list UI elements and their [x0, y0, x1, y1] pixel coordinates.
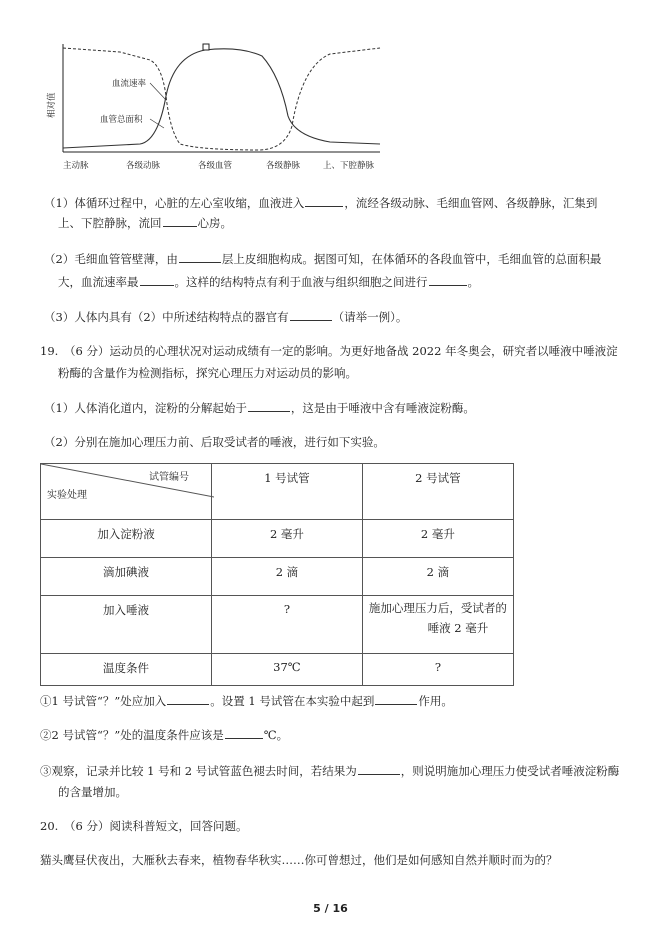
header-treatment: 实验处理: [47, 490, 87, 501]
peak-marker: [203, 44, 209, 50]
text: 层上皮细胞构成。据图可知，在体循环的各段血管中，毛细血管的总面积最: [221, 252, 602, 266]
header-col2: 2 号试管: [362, 464, 513, 520]
table-row: [41, 596, 514, 654]
q18-part1-line1: [44, 194, 597, 211]
vessel-area-curve: [63, 49, 380, 148]
cell-line: 施加心理压力后，受试者的: [368, 601, 507, 615]
blood-flow-chart: [40, 36, 390, 186]
x-label-arteries: 各级动脉: [126, 161, 161, 171]
x-label-aorta: 主动脉: [63, 161, 89, 171]
answer-blank[interactable]: [225, 726, 263, 739]
blood-flow-rate-curve: [63, 48, 380, 150]
area-series-label: 血管总面积: [100, 115, 143, 125]
y-axis-label: 相对值: [47, 92, 57, 118]
answer-blank[interactable]: [290, 308, 332, 321]
cell: [362, 596, 513, 654]
text: 的含量增加。: [58, 785, 127, 799]
answer-blank[interactable]: [375, 692, 417, 705]
header-tube-number: 试管编号: [149, 472, 189, 483]
cell: 2 毫升: [362, 520, 513, 558]
rate-label-pointer: [150, 83, 166, 100]
q19-sub2: [40, 726, 288, 743]
table-header-row: [41, 464, 514, 520]
text: 。: [467, 275, 479, 289]
q20-para1: [40, 852, 558, 868]
table-row: [41, 654, 514, 686]
cell: 2 滴: [362, 558, 513, 596]
q18-part3: [44, 308, 407, 325]
answer-blank[interactable]: [179, 250, 221, 263]
cell: ?: [362, 654, 513, 686]
row-label: 加入唾液: [41, 596, 212, 654]
text: ②2 号试管“？”处的温度条件应该是: [40, 728, 224, 742]
q18-part1-line2: [58, 214, 232, 231]
text: 19. （6 分）运动员的心理状况对运动成绩有一定的影响。为更好地备战 2022 年冬奥会，研究者以唾液中唾液淀: [40, 344, 618, 358]
q18-part2-line1: [44, 250, 601, 267]
text: （1）人体消化道内，淀粉的分解起始于: [44, 401, 247, 415]
answer-blank[interactable]: [429, 273, 467, 286]
table-row: [41, 520, 514, 558]
table-corner-cell: [41, 464, 212, 520]
q18-part2-line2: [58, 273, 479, 290]
x-label-vessels: 各级血管: [198, 161, 233, 171]
text: ①1 号试管“？”处应加入: [40, 694, 167, 708]
text: （2）分别在施加心理压力前、后取受试者的唾液，进行如下实验。: [44, 435, 385, 449]
text: 作用。: [418, 694, 453, 708]
cell: ?: [212, 596, 363, 654]
text: ，则说明施加心理压力使受试者唾液淀粉酶: [400, 764, 620, 778]
text: 心房。: [197, 216, 232, 230]
cell: 2 滴: [212, 558, 363, 596]
rate-series-label: 血流速率: [112, 79, 147, 89]
q19-part1: [44, 399, 475, 416]
row-label: 加入淀粉液: [41, 520, 212, 558]
answer-blank[interactable]: [163, 214, 197, 227]
x-label-vena-cava: 上、下腔静脉: [323, 161, 375, 171]
text: （3）人体内具有（2）中所述结构特点的器官有: [44, 310, 289, 324]
q19-head-line1: [40, 343, 618, 359]
text: ③观察，记录并比较 1 号和 2 号试管蓝色褪去时间，若结果为: [40, 764, 357, 778]
text: 大，血流速率最: [58, 275, 139, 289]
q19-sub3-line1: [40, 762, 619, 779]
text: 上、下腔静脉，流回: [58, 216, 162, 230]
text: ，这是由于唾液中含有唾液淀粉酶。: [290, 401, 475, 415]
text: 20. （6 分）阅读科普短文，回答问题。: [40, 819, 248, 833]
text: 粉酶的含量作为检测指标，探究心理压力对运动员的影响。: [58, 366, 357, 380]
answer-blank[interactable]: [305, 194, 343, 207]
table-row: [41, 558, 514, 596]
cell: 37℃: [212, 654, 363, 686]
q19-head-line2: [58, 365, 357, 381]
q20-head: [40, 818, 248, 834]
text: （2）毛细血管管壁薄，由: [44, 252, 178, 266]
text: （请举一例）。: [332, 310, 408, 324]
header-col1: 1 号试管: [212, 464, 363, 520]
text: 猫头鹰昼伏夜出，大雁秋去春来，植物春华秋实……你可曾想过，他们是如何感知自然并顺时而为的？: [40, 853, 558, 867]
q19-sub1: [40, 692, 453, 709]
experiment-table: [40, 463, 514, 686]
row-label: 温度条件: [41, 654, 212, 686]
text: （1）体循环过程中，心脏的左心室收缩，血液进入: [44, 196, 305, 210]
q19-part2: [44, 434, 385, 450]
answer-blank[interactable]: [358, 762, 400, 775]
answer-blank[interactable]: [167, 692, 209, 705]
text: 。这样的结构特点有利于血液与组织细胞之间进行: [174, 275, 428, 289]
page-number: 5 / 16: [313, 902, 348, 915]
answer-blank[interactable]: [248, 399, 290, 412]
answer-blank[interactable]: [140, 273, 174, 286]
cell-line: 唾液 2 毫升: [427, 621, 489, 635]
text: ℃。: [263, 728, 289, 742]
text: 。设置 1 号试管在本实验中起到: [210, 694, 375, 708]
x-label-veins: 各级静脉: [266, 161, 301, 171]
row-label: 滴加碘液: [41, 558, 212, 596]
text: ，流经各级动脉、毛细血管网、各级静脉，汇集到: [344, 196, 598, 210]
q19-sub3-line2: [58, 784, 127, 800]
cell: 2 毫升: [212, 520, 363, 558]
